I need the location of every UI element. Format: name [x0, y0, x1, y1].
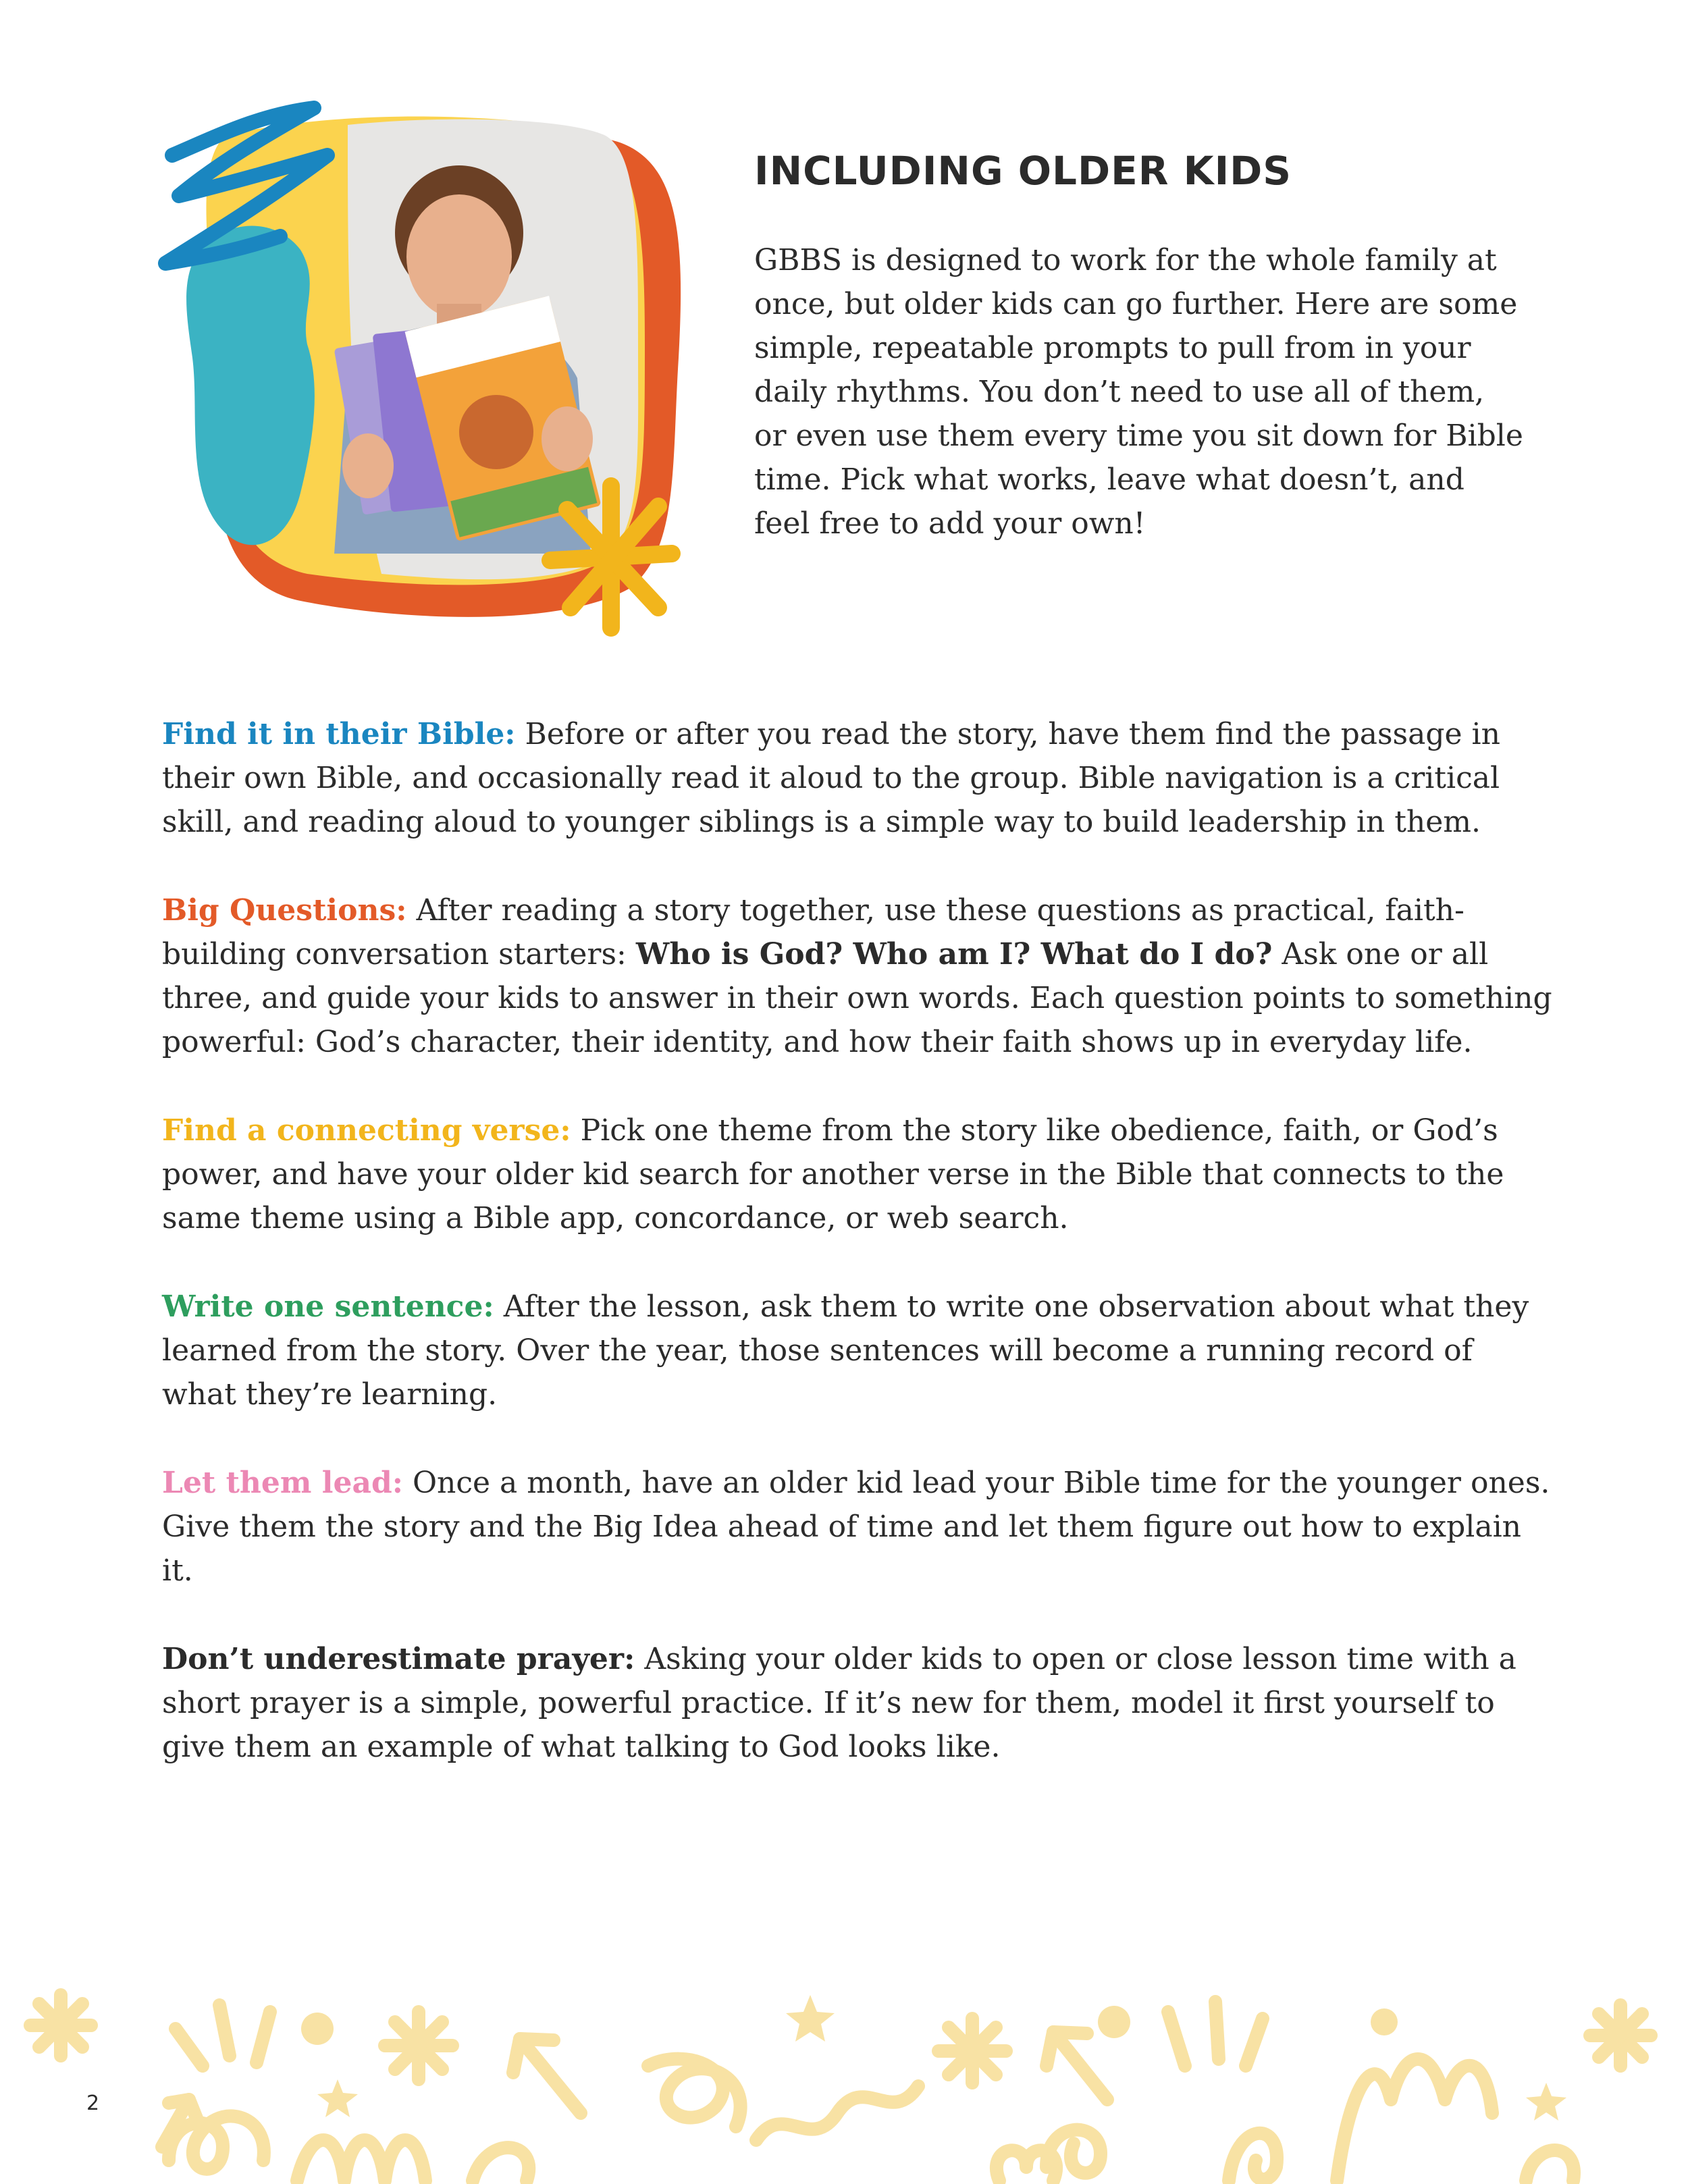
- prompt-label: Write one sentence:: [162, 1289, 494, 1324]
- doodle-wave-3: [1337, 2059, 1492, 2181]
- prompt-label: Find it in their Bible:: [162, 717, 516, 751]
- doodle-small-star-3: [1526, 2083, 1566, 2121]
- prompt-list: [162, 712, 1553, 1813]
- prompt-label: Let them lead:: [162, 1466, 403, 1500]
- prompt-text: Asking your older kids to open or close lesson time with a short prayer is a simple, powerful practice. If it’s new for them, model it first yourself to give them an example of what talking to God looks like.: [162, 1642, 1516, 1764]
- doodle-dot-1: [301, 2013, 334, 2045]
- doodle-dot-3: [1371, 2008, 1398, 2035]
- doodle-wave-2: [756, 2086, 918, 2140]
- doodle-star-4: [1590, 2005, 1651, 2066]
- doodle-rays-1: [176, 2005, 270, 2066]
- prompt-label: Big Questions:: [162, 893, 407, 928]
- big-questions-list: Who is God? Who am I? What do I do?: [635, 937, 1273, 971]
- prompt-connecting-verse: [162, 1109, 1553, 1240]
- doodle-loop-1: [169, 2116, 264, 2168]
- page-title: INCLUDING OLDER KIDS: [754, 148, 1292, 194]
- footer-doodle-band: [0, 1965, 1688, 2184]
- doodle-loop-2: [648, 2059, 741, 2127]
- prompt-text: Before or after you read the story, have them find the passage in their own Bible, and occasionally read it aloud to the group. Bible navigation is a critical skill, and reading aloud to younger siblings is a simple way to build leadership in them.: [162, 717, 1500, 839]
- doodle-dot-2: [1098, 2006, 1130, 2038]
- prompt-big-questions: [162, 888, 1553, 1064]
- prompt-text: After reading a story together, use these questions as practical, faith-building conversation starters:: [162, 893, 1465, 971]
- prompt-text: After the lesson, ask them to write one observation about what they learned from the story. Over the year, those sentences will become a running record of what they’re learning.: [162, 1289, 1529, 1412]
- prompt-text: Ask one or all three, and guide your kids to answer in their own words. Each question points to something powerful: God’s character, their identity, and how their faith shows up in everyday life.: [162, 937, 1552, 1059]
- intro-paragraph: GBBS is designed to work for the whole family at once, but older kids can go further. Here are some simple, repeatable prompts to pull from in your daily rhythms. You don’t need to use all of them, or even use them every time you sit down for Bible time. Pick what works, leave what doesn’t, and feel free to add your own!: [754, 243, 1523, 541]
- doodle-star-1: [30, 1995, 91, 2056]
- doodle-small-star-2: [317, 2079, 358, 2117]
- teal-blob: [186, 226, 315, 545]
- prompt-prayer: [162, 1637, 1553, 1769]
- doodle-wave-1: [297, 2140, 425, 2181]
- doodle-rays-2: [1168, 2002, 1263, 2066]
- doodle-arrow-2: [1047, 2032, 1107, 2100]
- hero-illustration: [145, 88, 699, 641]
- doodle-curl-2: [1229, 2133, 1277, 2181]
- prompt-write-sentence: [162, 1285, 1553, 1416]
- prompt-label: Don’t underestimate prayer:: [162, 1642, 635, 1676]
- prompt-text: Pick one theme from the story like obedience, faith, or God’s power, and have your older kid search for another verse in the Bible that connects to the same theme using a Bible app, concordance, or web search.: [162, 1113, 1504, 1235]
- doodle-curl-3: [1526, 2150, 1574, 2181]
- doodle-star-3: [939, 2019, 1006, 2083]
- boy-face: [406, 194, 512, 319]
- doodle-small-star-1: [786, 1995, 835, 2042]
- left-hand: [342, 433, 394, 498]
- prompt-text: Once a month, have an older kid lead your Bible time for the younger ones. Give them the story and the Big Idea ahead of time and let them figure out how to explain it.: [162, 1466, 1550, 1588]
- cover-character: [459, 395, 533, 469]
- yellow-starburst: [550, 486, 672, 628]
- prompt-let-them-lead: [162, 1461, 1553, 1593]
- right-hand: [542, 406, 593, 471]
- doodle-curl-1: [473, 2148, 529, 2181]
- page-number: 2: [86, 2092, 100, 2115]
- prompt-label: Find a connecting verse:: [162, 1113, 571, 1148]
- prompt-find-in-bible: [162, 712, 1553, 844]
- doodle-arrow-1: [513, 2039, 581, 2113]
- doodle-star-2: [385, 2012, 452, 2079]
